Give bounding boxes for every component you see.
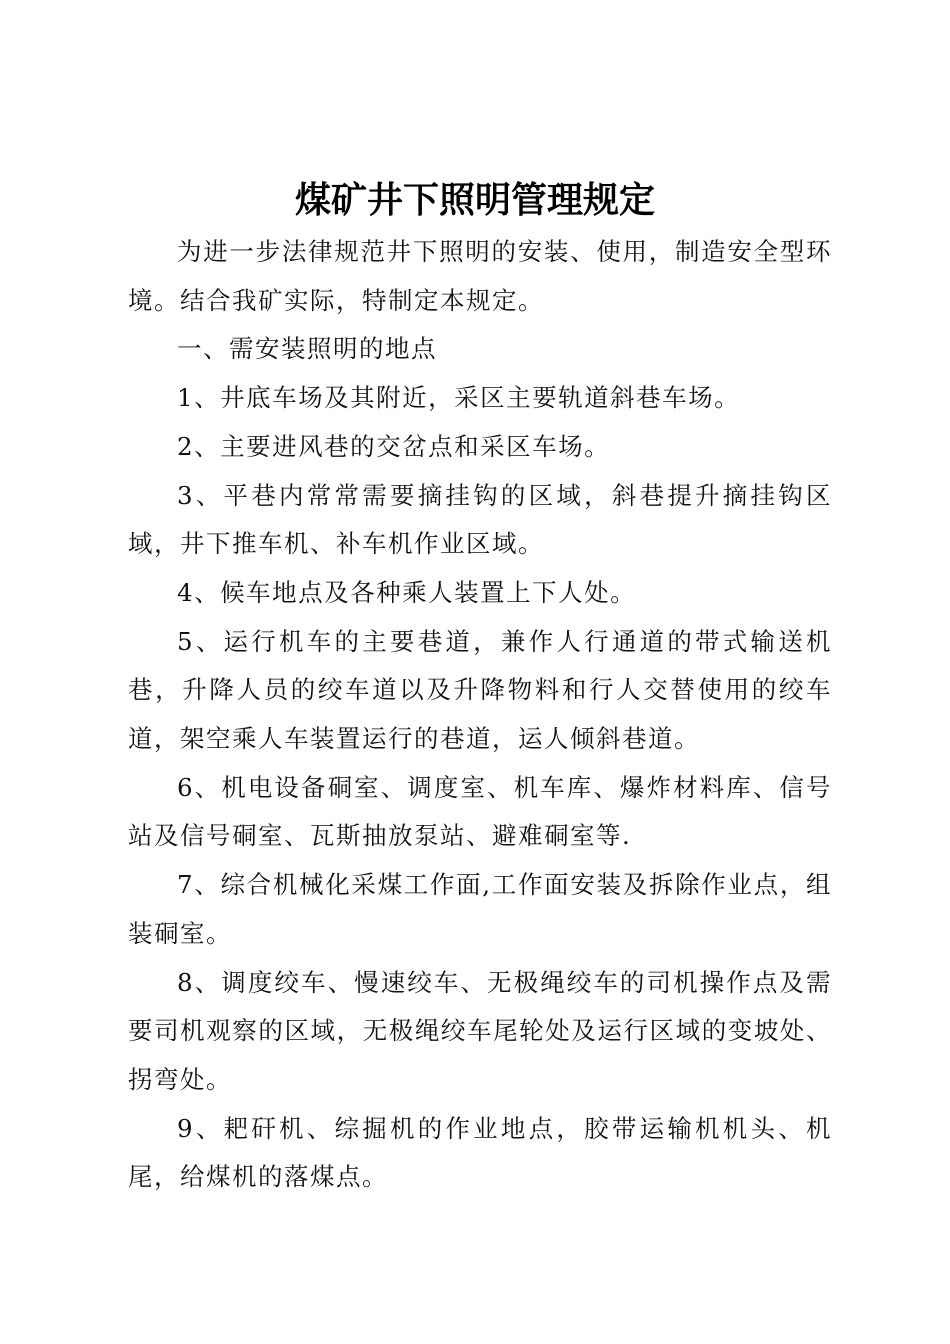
list-item-7: 7、综合机械化采煤工作面,工作面安装及拆除作业点，组装硐室。: [128, 870, 832, 948]
list-item-5: 5、运行机车的主要巷道，兼作人行通道的带式输送机巷，升降人员的绞车道以及升降物料和行人交替使用的绞车道，架空乘人车装置运行的巷道，运人倾斜巷道。: [128, 626, 832, 754]
document-title: 煤矿井下照明管理规定: [294, 179, 655, 221]
list-item-9: 9、耙矸机、综掘机的作业地点，胶带运输机机头、机尾，给煤机的落煤点。: [128, 1113, 832, 1192]
list-item-6: 6、机电设备硐室、调度室、机车库、爆炸材料库、信号站及信号硐室、瓦斯抽放泵站、避难硐室等.: [128, 772, 832, 851]
list-item-1: 1、井底车场及其附近，采区主要轨道斜巷车场。: [177, 383, 741, 413]
list-item-4: 4、候车地点及各种乘人装置上下人处。: [177, 577, 637, 607]
document-body: [128, 228, 832, 1202]
list-item-2: 2、主要进风巷的交岔点和采区车场。: [177, 431, 611, 461]
section-heading: 一、需安装照明的地点: [177, 334, 437, 364]
intro-paragraph: 为进一步法律规范井下照明的安装、使用，制造安全型环境。结合我矿实际，特制定本规定。: [128, 237, 832, 315]
list-item-3: 3、平巷内常常需要摘挂钩的区域，斜巷提升摘挂钩区域，井下推车机、补车机作业区域。: [128, 480, 832, 559]
list-item-8: 8、调度绞车、慢速绞车、无极绳绞车的司机操作点及需要司机观察的区域，无极绳绞车尾轮处及运行区域的变坡处、拐弯处。: [128, 967, 832, 1094]
